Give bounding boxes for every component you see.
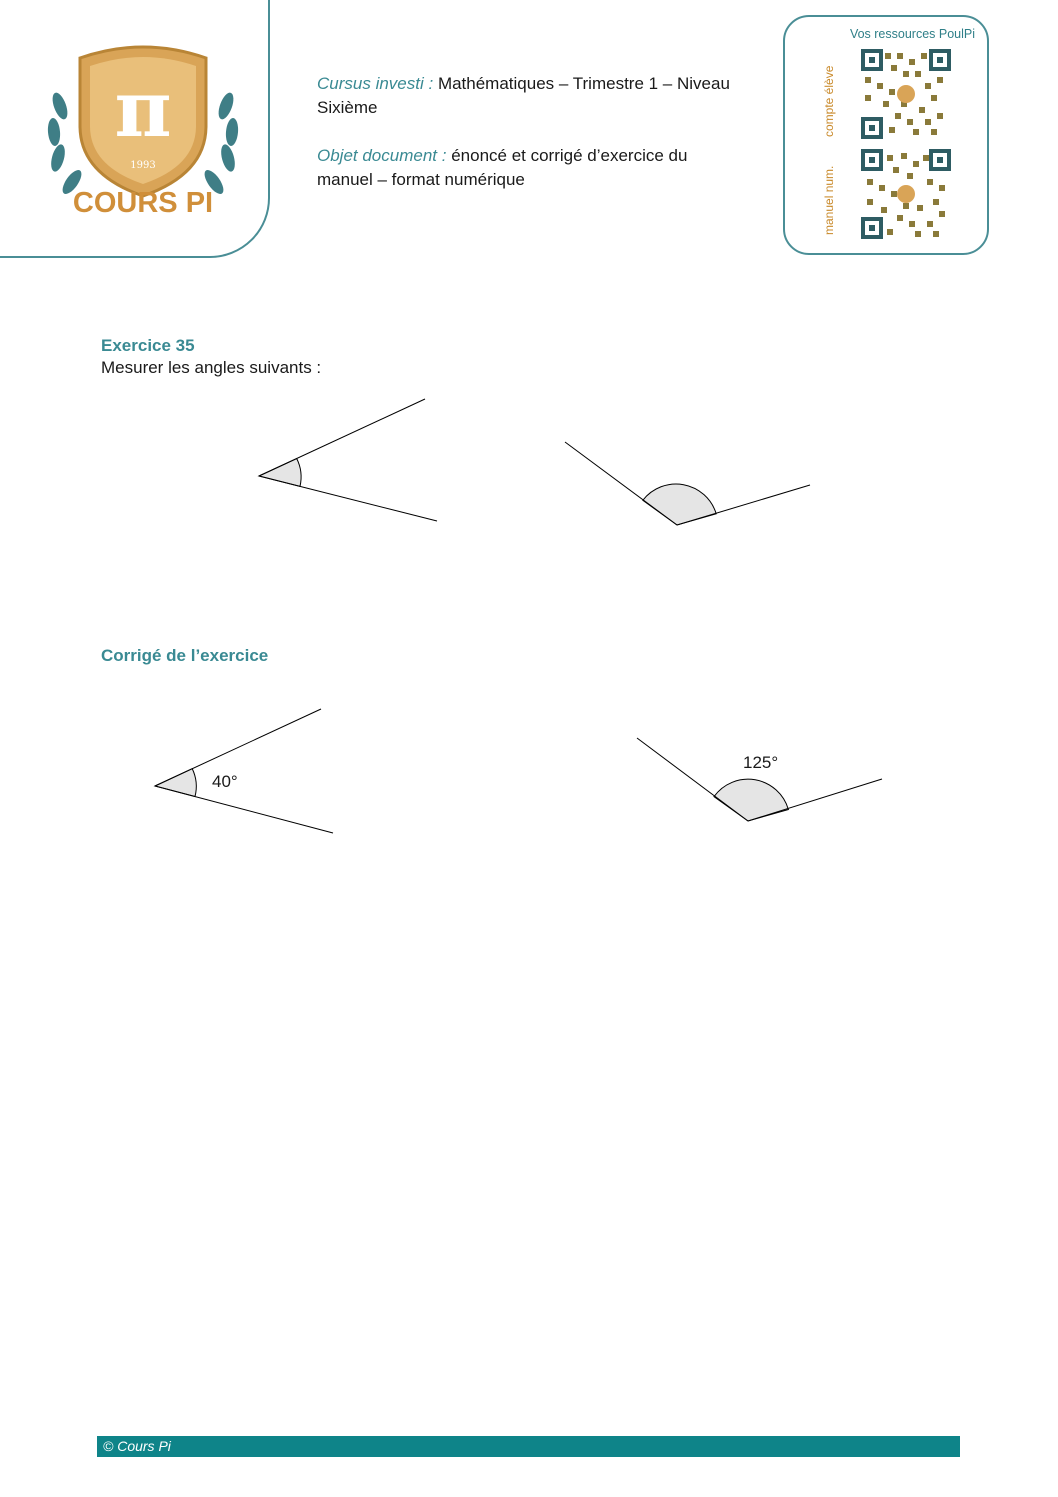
cursus-value: Mathématiques – Trimestre 1 – Niveau Sixième xyxy=(317,74,730,117)
qr-bottom-label: manuel num. xyxy=(822,165,836,235)
qr-top-label: compte élève xyxy=(822,65,836,137)
cursus-label: Cursus investi : xyxy=(317,74,434,93)
correction-angle-2 xyxy=(0,0,1,1)
footer-copyright: © Cours Pi xyxy=(103,1438,171,1454)
exercise-instruction: Mesurer les angles suivants : xyxy=(101,358,322,377)
footer-bar xyxy=(97,1436,960,1457)
resources-panel xyxy=(783,15,989,255)
logo-brand-text: COURS PI xyxy=(72,187,214,219)
logo-pi-symbol: π xyxy=(114,64,172,155)
logo-year: 1993 xyxy=(130,160,156,171)
cursus-line xyxy=(317,72,737,120)
correction-angle-2-label: 125° xyxy=(743,753,779,772)
document-meta xyxy=(317,72,737,216)
objet-label: Objet document : xyxy=(317,146,447,165)
correction-angle-1-label: 40° xyxy=(212,772,238,791)
cours-pi-logo xyxy=(38,36,248,226)
objet-line xyxy=(317,144,737,192)
qr-code-student-account[interactable] xyxy=(861,49,951,139)
resources-title: Vos ressources PoulPi xyxy=(849,27,975,41)
exercise-title: Exercice 35 xyxy=(101,336,195,355)
objet-value: énoncé et corrigé d’exercice du manuel – format numérique xyxy=(317,146,688,189)
correction-title: Corrigé de l’exercice xyxy=(101,646,269,665)
qr-code-digital-manual[interactable] xyxy=(861,149,951,239)
